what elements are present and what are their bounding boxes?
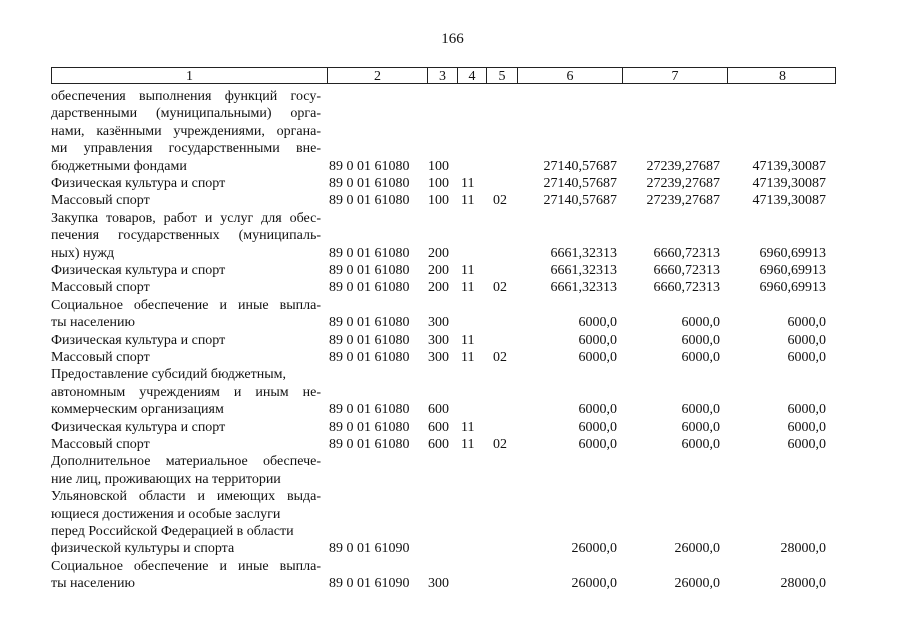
row-description: бюджетными фондами <box>51 159 187 174</box>
row-expense-type: 200 <box>428 263 449 278</box>
row-expense-type: 600 <box>428 420 449 435</box>
row-amount-col6: 6000,0 <box>578 333 617 348</box>
header-col-8: 8 <box>727 68 837 83</box>
row-amount-col6: 6661,32313 <box>550 280 617 295</box>
row-description: дарственными (муниципальными) орга- <box>51 106 321 121</box>
row-amount-col6: 6661,32313 <box>550 246 617 261</box>
row-expense-type: 100 <box>428 193 449 208</box>
row-description: Массовый спорт <box>51 437 150 452</box>
row-code: 89 0 01 61080 <box>329 437 410 452</box>
row-amount-col8: 6000,0 <box>787 350 826 365</box>
row-amount-col8: 6960,69913 <box>759 280 826 295</box>
row-amount-col7: 6660,72313 <box>653 280 720 295</box>
row-amount-col7: 27239,27687 <box>646 193 720 208</box>
row-expense-type: 100 <box>428 176 449 191</box>
row-description: автономным учреждениям и иным не- <box>51 385 321 400</box>
row-description: ных) нужд <box>51 246 115 261</box>
row-amount-col8: 28000,0 <box>780 541 826 556</box>
row-description: Физическая культура и спорт <box>51 176 226 191</box>
row-amount-col8: 6960,69913 <box>759 263 826 278</box>
row-amount-col8: 28000,0 <box>780 576 826 591</box>
table-header-row <box>51 67 836 84</box>
row-amount-col7: 6000,0 <box>681 333 720 348</box>
row-amount-col6: 6000,0 <box>578 350 617 365</box>
row-code: 89 0 01 61080 <box>329 176 410 191</box>
row-description: ние лиц, проживающих на территории <box>51 472 281 487</box>
row-description: перед Российской Федерацией в области <box>51 524 294 539</box>
row-amount-col7: 6660,72313 <box>653 246 720 261</box>
row-amount-col8: 6000,0 <box>787 437 826 452</box>
row-amount-col7: 6000,0 <box>681 350 720 365</box>
row-subsection: 02 <box>493 280 507 295</box>
row-section: 11 <box>461 263 475 278</box>
header-col-3: 3 <box>427 68 457 83</box>
row-description: ты населению <box>51 315 135 330</box>
row-description: нами, казёнными учреждениями, органа- <box>51 124 321 139</box>
row-section: 11 <box>461 280 475 295</box>
row-expense-type: 600 <box>428 437 449 452</box>
row-amount-col7: 27239,27687 <box>646 159 720 174</box>
row-description: ты населению <box>51 576 135 591</box>
page-number: 166 <box>441 31 464 47</box>
row-description: Ульяновской области и имеющих выда- <box>51 489 321 504</box>
row-amount-col6: 27140,57687 <box>543 176 617 191</box>
row-amount-col7: 27239,27687 <box>646 176 720 191</box>
row-amount-col8: 47139,30087 <box>752 193 826 208</box>
header-col-1: 1 <box>186 69 193 84</box>
row-amount-col7: 6000,0 <box>681 437 720 452</box>
row-amount-col6: 6000,0 <box>578 437 617 452</box>
row-amount-col7: 6000,0 <box>681 315 720 330</box>
row-expense-type: 300 <box>428 350 449 365</box>
row-code: 89 0 01 61080 <box>329 193 410 208</box>
header-col-6: 6 <box>517 68 622 83</box>
row-amount-col8: 6000,0 <box>787 402 826 417</box>
row-description: Дополнительное материальное обеспече- <box>51 454 321 469</box>
row-section: 11 <box>461 176 475 191</box>
row-description: обеспечения выполнения функций госу- <box>51 89 321 104</box>
row-description: Физическая культура и спорт <box>51 263 226 278</box>
row-description: Закупка товаров, работ и услуг для обес- <box>51 211 321 226</box>
row-code: 89 0 01 61080 <box>329 263 410 278</box>
row-amount-col7: 26000,0 <box>674 576 720 591</box>
header-col-7: 7 <box>622 68 727 83</box>
row-description: печения государственных (муниципаль- <box>51 228 321 243</box>
row-section: 11 <box>461 437 475 452</box>
row-amount-col7: 26000,0 <box>674 541 720 556</box>
row-code: 89 0 01 61090 <box>329 541 410 556</box>
row-code: 89 0 01 61080 <box>329 280 410 295</box>
row-amount-col8: 6960,69913 <box>759 246 826 261</box>
row-expense-type: 200 <box>428 280 449 295</box>
row-code: 89 0 01 61080 <box>329 350 410 365</box>
row-description: Массовый спорт <box>51 350 150 365</box>
row-code: 89 0 01 61080 <box>329 159 410 174</box>
row-description: ющиеся достижения и особые заслуги <box>51 507 281 522</box>
row-amount-col6: 6000,0 <box>578 315 617 330</box>
row-subsection: 02 <box>493 437 507 452</box>
row-amount-col8: 6000,0 <box>787 420 826 435</box>
row-amount-col8: 47139,30087 <box>752 176 826 191</box>
row-code: 89 0 01 61080 <box>329 333 410 348</box>
row-section: 11 <box>461 333 475 348</box>
row-expense-type: 300 <box>428 333 449 348</box>
row-subsection: 02 <box>493 350 507 365</box>
row-amount-col6: 27140,57687 <box>543 193 617 208</box>
row-amount-col6: 27140,57687 <box>543 159 617 174</box>
row-amount-col6: 6000,0 <box>578 420 617 435</box>
header-col-4: 4 <box>457 68 486 83</box>
row-expense-type: 300 <box>428 576 449 591</box>
row-expense-type: 200 <box>428 246 449 261</box>
row-expense-type: 300 <box>428 315 449 330</box>
row-amount-col8: 47139,30087 <box>752 159 826 174</box>
row-amount-col6: 26000,0 <box>571 576 617 591</box>
row-amount-col7: 6000,0 <box>681 420 720 435</box>
row-section: 11 <box>461 420 475 435</box>
row-amount-col6: 6000,0 <box>578 402 617 417</box>
header-col-5: 5 <box>486 68 517 83</box>
row-amount-col8: 6000,0 <box>787 333 826 348</box>
row-amount-col8: 6000,0 <box>787 315 826 330</box>
row-subsection: 02 <box>493 193 507 208</box>
row-expense-type: 600 <box>428 402 449 417</box>
row-description: ми управления государственными вне- <box>51 141 321 156</box>
row-description: Массовый спорт <box>51 193 150 208</box>
header-col-2: 2 <box>327 68 427 83</box>
row-description: Предоставление субсидий бюджетным, <box>51 367 287 382</box>
row-code: 89 0 01 61080 <box>329 420 410 435</box>
row-code: 89 0 01 61080 <box>329 315 410 330</box>
row-section: 11 <box>461 193 475 208</box>
row-description: Массовый спорт <box>51 280 150 295</box>
row-amount-col7: 6660,72313 <box>653 263 720 278</box>
row-code: 89 0 01 61080 <box>329 246 410 261</box>
row-amount-col6: 6661,32313 <box>550 263 617 278</box>
row-description: физической культуры и спорта <box>51 541 235 556</box>
row-amount-col7: 6000,0 <box>681 402 720 417</box>
row-description: Физическая культура и спорт <box>51 420 226 435</box>
row-amount-col6: 26000,0 <box>571 541 617 556</box>
row-code: 89 0 01 61090 <box>329 576 410 591</box>
row-expense-type: 100 <box>428 159 449 174</box>
row-description: Социальное обеспечение и иные выпла- <box>51 298 321 313</box>
row-section: 11 <box>461 350 475 365</box>
row-description: коммерческим организациям <box>51 402 224 417</box>
row-code: 89 0 01 61080 <box>329 402 410 417</box>
row-description: Социальное обеспечение и иные выпла- <box>51 559 321 574</box>
row-description: Физическая культура и спорт <box>51 333 226 348</box>
